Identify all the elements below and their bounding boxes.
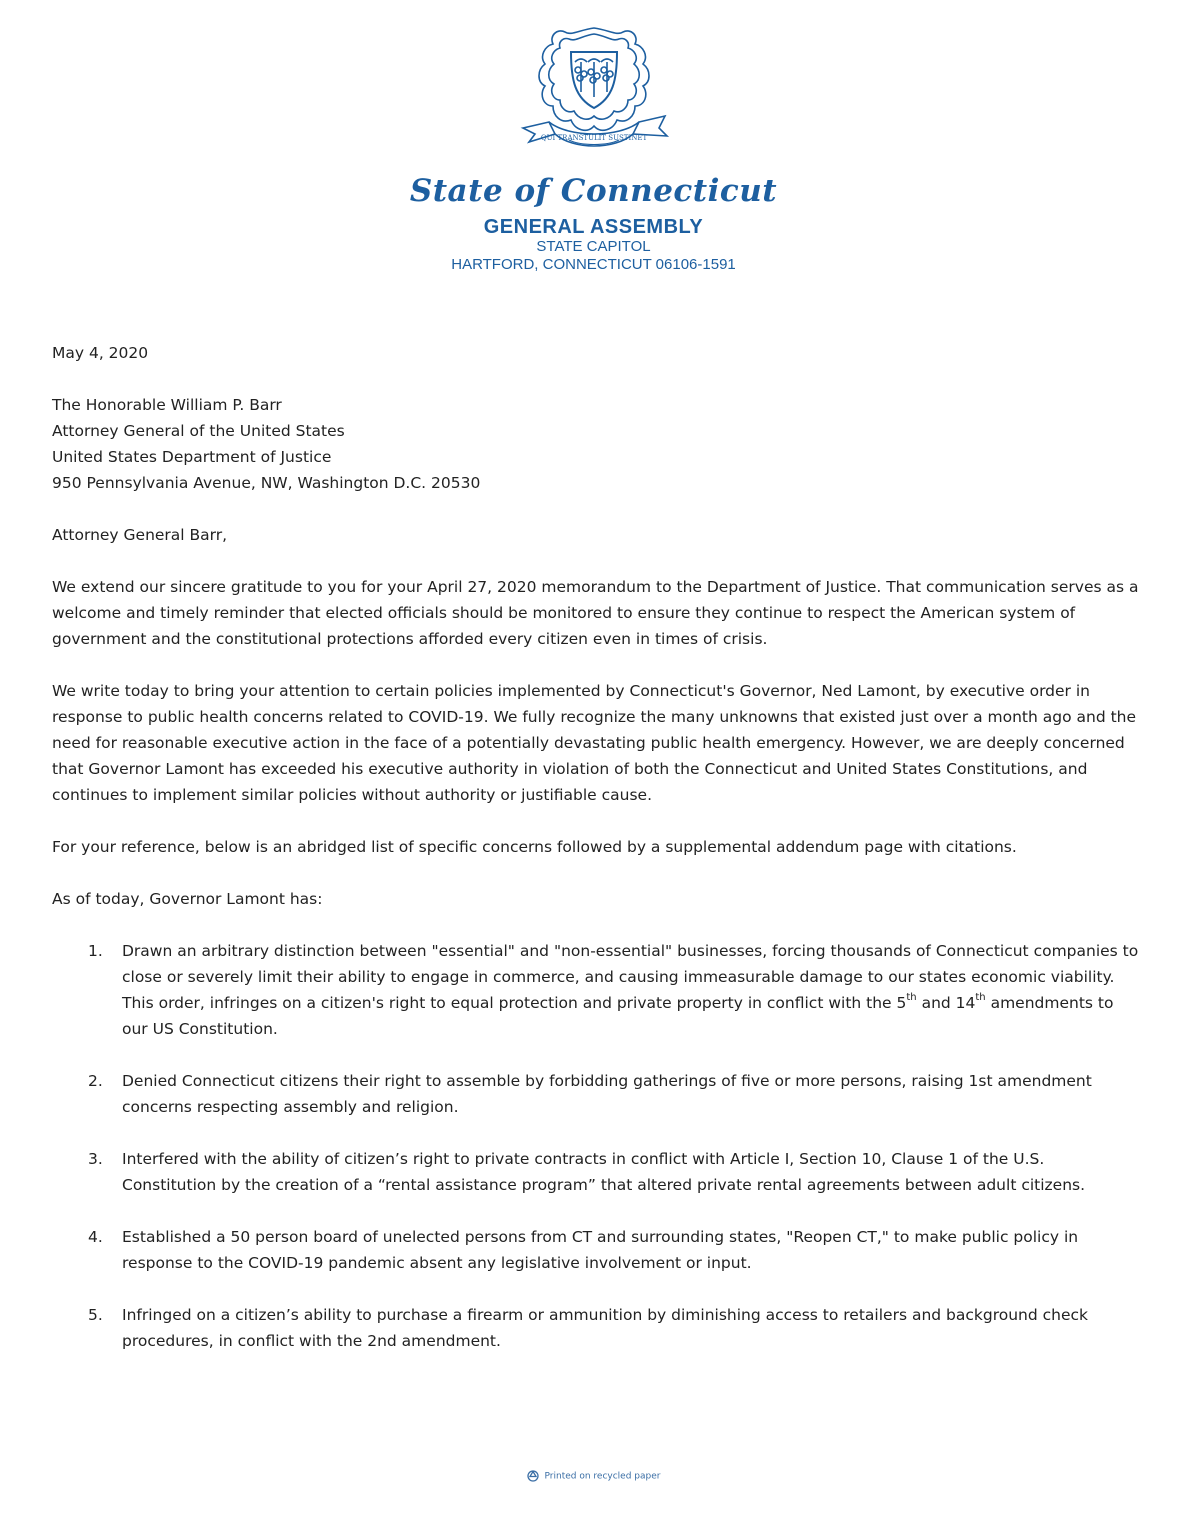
list-item: 3. Interfered with the ability of citizen’s right to private contracts in conflict with Article I, Section 10, Clause 1 of the U.S. Constitution by the creation of a “rental assistance program” that altered private rental agreements between adult citizens. [52, 1146, 1142, 1198]
seal-motto: QUI TRANSTULIT SUSTINET [540, 134, 647, 142]
list-number: 3. [88, 1150, 103, 1168]
paragraph: As of today, Governor Lamont has: [52, 890, 323, 908]
paragraph: For your reference, below is an abridged list of specific concerns followed by a supplemental addendum page with citations. [52, 838, 1017, 856]
recipient-line: Attorney General of the United States [52, 422, 345, 440]
state-seal-icon [509, 22, 679, 172]
list-item: 2. Denied Connecticut citizens their right to assemble by forbidding gatherings of five or more persons, raising 1st amendment concerns respecting assembly and religion. [52, 1068, 1142, 1120]
recipient-block [52, 392, 1142, 496]
list-item: 5. Infringed on a citizen’s ability to purchase a firearm or ammunition by diminishing access to retailers and background check procedures, in conflict with the 2nd amendment. [52, 1302, 1142, 1354]
list-item: 1. Drawn an arbitrary distinction between "essential" and "non-essential" businesses, forcing thousands of Connecticut companies to close or severely limit their ability to engage in commerce, and causing immeasurable damage to our states economic viability. This order, infringes on a citizen's right to equal protection and private property in conflict with the 5th and 14th amendments to our US Constitution. [52, 938, 1142, 1042]
list-number: 5. [88, 1306, 103, 1324]
recipient-line: United States Department of Justice [52, 448, 332, 466]
footer-text: Printed on recycled paper [544, 1471, 661, 1482]
footer [0, 1470, 1187, 1482]
capitol-line: STATE CAPITOL [536, 238, 651, 255]
general-assembly-heading: GENERAL ASSEMBLY [483, 216, 704, 238]
list-item: 4. Established a 50 person board of unelected persons from CT and surrounding states, "Reopen CT," to make public policy in response to the COVID-19 pandemic absent any legislative involvement or input. [52, 1224, 1142, 1276]
city-line: HARTFORD, CONNECTICUT 06106-1591 [451, 256, 736, 273]
salutation: Attorney General Barr, [52, 526, 228, 544]
paragraph: We write today to bring your attention to certain policies implemented by Connecticut's Governor, Ned Lamont, by executive order in response to public health concerns related to COVID-19. We fully recognize the many unknowns that existed just over a month ago and the need for reasonable executive action in the face of a potentially devastating public health emergency. However, we are deeply concerned that Governor Lamont has exceeded his executive authority in violation of both the Connecticut and United States Constitutions, and continues to implement similar policies without authority or justifiable cause. [52, 682, 1137, 804]
recycle-icon [527, 1470, 539, 1482]
list-number: 4. [88, 1228, 103, 1246]
letter-date: May 4, 2020 [52, 344, 149, 362]
concerns-list [52, 938, 1142, 1354]
letter-body [52, 340, 1142, 1380]
list-number: 2. [88, 1072, 103, 1090]
list-number: 1. [88, 942, 103, 960]
recipient-line: The Honorable William P. Barr [52, 396, 282, 414]
letterhead [0, 22, 1187, 274]
paragraph: We extend our sincere gratitude to you for your April 27, 2020 memorandum to the Department of Justice. That communication serves as a welcome and timely reminder that elected officials should be monitored to ensure they continue to respect the American system of government and the constitutional protections afforded every citizen even in times of crisis. [52, 578, 1139, 648]
recipient-line: 950 Pennsylvania Avenue, NW, Washington D.C. 20530 [52, 474, 481, 492]
state-name: State of Connecticut [409, 173, 778, 209]
